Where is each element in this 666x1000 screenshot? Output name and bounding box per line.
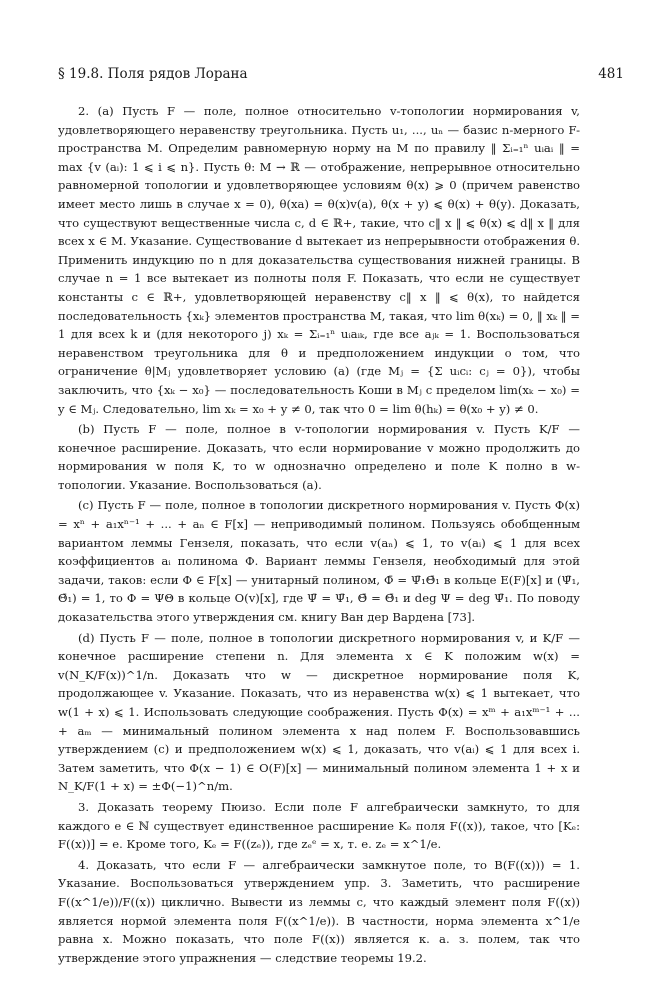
paragraph-exercise-2c: (c) Пусть F — поле, полное в топологии дискретного нормирования v. Пусть Φ(x) = xⁿ + a₁xⁿ⁻¹ + ... + aₙ ∈ F[x] — неприводимый полином. Пользуясь обобщенным вариантом леммы Гензеля, показать, что если v(aₙ) ⩽ 1, то v(aᵢ) ⩽ 1 для всех коэффициентов aᵢ полинома Φ. Вариант леммы Гензеля, необходимый для этой задачи, таков: если Φ ∈ F[x] — унитарный полином, Φ̄ = Ψ̄₁Θ̄₁ в кольце E(F)[x] и (Ψ̄₁, Θ̄₁) = 1, то Φ = ΨΘ в кольце O(v)[x], где Ψ̄ = Ψ̄₁, Θ̄ = Θ̄₁ и deg Ψ = deg Ψ̄₁. По поводу доказательства этого утверждения см. книгу Ван дер Вардена [73]. <box>58 498 580 625</box>
paragraph-exercise-2b: (b) Пусть F — поле, полное в v-топологии нормирования v. Пусть K/F — конечное расширение. Доказать, что если нормирование v можно продолжить до нормирования w поля K, то w однозначно определено и поле K полно в w-топологии. Указание. Воспользоваться (a). <box>58 422 580 492</box>
page-body <box>58 102 580 967</box>
section-title: § 19.8. Поля рядов Лорана <box>58 66 248 82</box>
paragraph-exercise-3: 3. Доказать теорему Пюизо. Если поле F алгебраически замкнуто, то для каждого e ∈ ℕ существует единственное расширение Kₑ поля F((x)), такое, что [Kₑ: F((x))] = e. Кроме того, Kₑ = F((zₑ)), где zₑᵉ = x, т. е. zₑ = x^1/e. <box>58 799 580 852</box>
paragraph-exercise-4: 4. Доказать, что если F — алгебраически замкнутое поле, то B(F((x))) = 1. Указание. Воспользоваться утверждением упр. 3. Заметить, что расширение F((x^1/e))/F((x)) циклично. Вывести из леммы с, что каждый элемент поля F((x)) является нормой элемента поля F((x^1/e)). В частности, норма элемента x^1/e равна x. Можно показать, что поле F((x)) является к. а. з. полем, так что утверждение этого упражнения — следствие теоремы 19.2. <box>58 857 580 965</box>
page-header <box>58 66 624 86</box>
page-number: 481 <box>598 66 624 82</box>
paragraph-exercise-2a: 2. (а) Пусть F — поле, полное относительно v-топологии нормирования v, удовлетворяющего неравенству треугольника. Пусть u₁, ..., uₙ — базис n-мерного F-пространства M. Определим равномерную норму на M по правилу ‖ Σᵢ₌₁ⁿ uᵢaᵢ ‖ = max {v (aᵢ): 1 ⩽ i ⩽ n}. Пусть θ: M → ℝ — отображение, непрерывное относительно равномерной топологии и удовлетворяющее условиям θ(x) ⩾ 0 (причем равенство имеет место лишь в случае x = 0), θ(xa) = θ(x)v(a), θ(x + y) ⩽ θ(x) + θ(y). Доказать, что существуют вещественные числа c, d ∈ ℝ+, такие, что c‖ x ‖ ⩽ θ(x) ⩽ d‖ x ‖ для всех x ∈ M. Указание. Существование d вытекает из непрерывности отображения θ. Применить индукцию по n для доказательства существования нижней границы. В случае n = 1 все вытекает из полноты поля F. Показать, что если не существует константы c ∈ ℝ+, удовлетворяющей неравенству c‖ x ‖ ⩽ θ(x), то найдется последовательность {xₖ} элементов пространства M, такая, что lim θ(xₖ) = 0, ‖ xₖ ‖ = 1 для всех k и (для некоторого j) xₖ = Σᵢ₌₁ⁿ uᵢaᵢₖ, где все aⱼₖ = 1. Воспользоваться неравенством треугольника для θ и предположением индукции о том, что ограничение θ|Mⱼ удовлетворяет условию (a) (где Mⱼ = {Σ uᵢcᵢ: cⱼ = 0}), чтобы заключить, что {xₖ − x₀} — последовательность Коши в Mⱼ с пределом lim(xₖ − x₀) = y ∈ Mⱼ. Следовательно, lim xₖ = x₀ + y ≠ 0, так что 0 = lim θ(hₖ) = θ(x₀ + y) ≠ 0. <box>58 104 580 416</box>
paragraph-exercise-2d: (d) Пусть F — поле, полное в топологии дискретного нормирования v, и K/F — конечное расширение степени n. Для элемента x ∈ K положим w(x) = v(N_K/F(x))^1/n. Доказать что w — дискретное нормирование поля K, продолжающее v. Указание. Показать, что из неравенства w(x) ⩽ 1 вытекает, что w(1 + x) ⩽ 1. Использовать следующие соображения. Пусть Φ(x) = xᵐ + a₁xᵐ⁻¹ + ... + aₘ — минимальный полином элемента x над полем F. Воспользовавшись утверждением (c) и предположением w(x) ⩽ 1, доказать, что v(aᵢ) ⩽ 1 для всех i. Затем заметить, что Φ(x − 1) ∈ O(F)[x] — минимальный полином элемента 1 + x и N_K/F(1 + x) = ±Φ(−1)^n/m. <box>58 630 580 794</box>
